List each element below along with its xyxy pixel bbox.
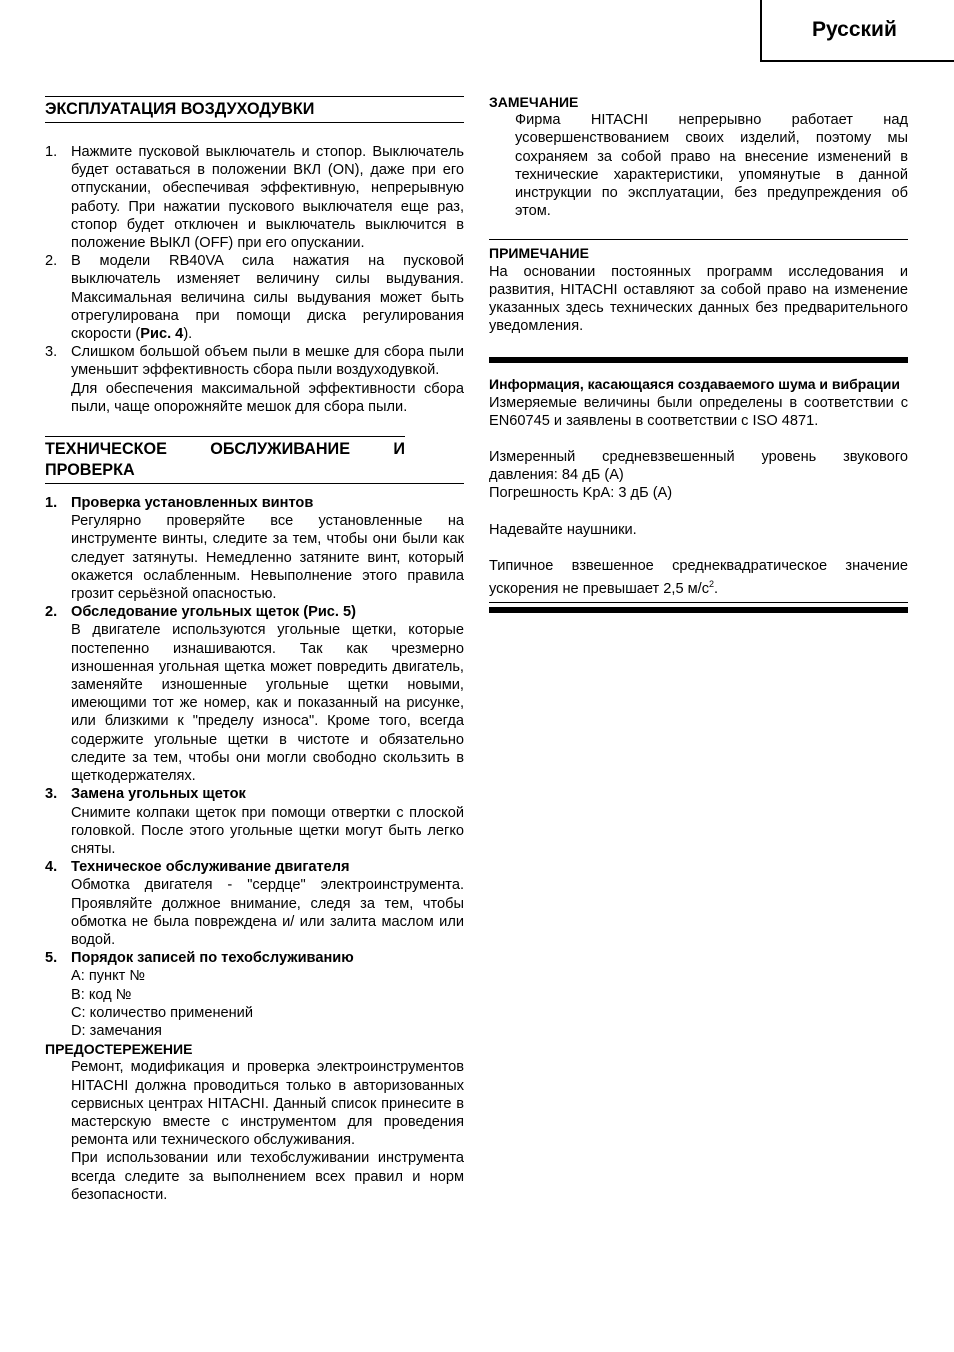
- thick-divider: [489, 607, 908, 613]
- list-item: 1. Нажмите пусковой выключатель и стопор. Выключатель будет оставаться в положении ВКЛ (ON), даже при его отпускании, обеспечивая эффективную, непрерывную работу. При нажатии пускового выключателя еще раз, стопор будет отключен и выключатель выключится в положение ВЫКЛ (OFF) при его опускании.: [45, 144, 464, 252]
- item-text: Снимите колпаки щеток при помощи отвертки с плоской головкой. После этого угольные щетки могут быть легко сняты.: [71, 804, 464, 857]
- list-item-text: Нажмите пусковой выключатель и стопор. Выключатель будет оставаться в положении ВКЛ (ON), даже при его отпускании, обеспечивая эффективную, непрерывную работу. При нажатии пускового выключателя еще раз, стопор будет отключен и выключатель выключится в положение ВЫКЛ (OFF) при его опускании.: [71, 144, 464, 252]
- list-item: 4. Техническое обслуживание двигателя Обмотка двигателя - "сердце" электроинструмента. Проявляйте должное внимание, следя за тем, чтобы обмотка не была повреждена и/ или залита маслом или водой.: [45, 859, 464, 948]
- item-title: Порядок записей по техобслуживанию: [71, 950, 354, 967]
- left-column: [45, 96, 464, 1204]
- vibration-text: Типичное взвешенное среднеквадратическое значение ускорения не превышает 2,5 $м/с^2$.: [489, 557, 908, 597]
- list-item-text: В модели RB40VA сила нажатия на пусковой выключатель изменяет величину силы выдувания. Максимальная величина силы выдувания может быть отрегулирована при помощи диска регулирования скорости (Рис. 4).: [71, 253, 464, 343]
- figure-ref: Рис. 4: [140, 326, 184, 343]
- list-item-text: Слишком большой объем пыли в мешке для сбора пыли уменьшит эффективность сбора пыли воздуходувкой.: [71, 344, 464, 379]
- item-title: Техническое обслуживание двигателя: [71, 859, 350, 876]
- item-title: Замена угольных щеток: [71, 786, 246, 803]
- list-item: 3. Замена угольных щеток Снимите колпаки щеток при помощи отвертки с плоской головкой. После этого угольные щетки могут быть легко сняты.: [45, 786, 464, 857]
- section-heading-operation: ЭКСПЛУАТАЦИЯ ВОЗДУХОДУВКИ: [45, 96, 464, 123]
- noise-text: Измеряемые величины были определены в соответствии с EN60745 и заявлены в соответствии с ISO 4871.: [489, 394, 908, 429]
- right-column: [489, 93, 908, 613]
- item-text: Регулярно проверяйте все установленные на инструменте винты, следите за тем, чтобы они были как следует затянуты. Немедленно затяните винт, который окажется ослабленным. Невыполнение этого правила грозит серьёзной опасностью.: [71, 513, 464, 603]
- list-item: 3. Слишком большой объем пыли в мешке для сбора пыли уменьшит эффективность сбора пыли воздуходувкой. Для обеспечения максимальной эффективности сбора пыли, чаще опорожняйте мешок для сбора пыли.: [45, 344, 464, 415]
- item-text: Обмотка двигателя - "сердце" электроинструмента. Проявляйте должное внимание, следя за тем, чтобы обмотка не была повреждена и/ или залита маслом или водой.: [71, 877, 464, 948]
- record-line: B: код №: [71, 986, 132, 1003]
- caution-title: ПРЕДОСТЕРЕЖЕНИЕ: [45, 1041, 193, 1058]
- note-title: ЗАМЕЧАНИЕ: [489, 94, 579, 110]
- item-title: Проверка установленных винтов: [71, 495, 314, 512]
- note-text: Фирма HITACHI непрерывно работает над усовершенствованием своих изделий, поэтому мы сохраняем за собой право на внесение изменений в технические характеристики, упомянутые в данной инструкции по эксплуатации, без предупреждения об этом.: [515, 112, 908, 220]
- language-tab: [760, 0, 954, 62]
- language-label: Русский: [812, 18, 897, 41]
- list-item-extra: Для обеспечения максимальной эффективности сбора пыли, чаще опорожняйте мешок для сбора пыли.: [71, 380, 464, 415]
- item-title: Обследование угольных щеток (Рис. 5): [71, 604, 356, 621]
- list-item: 2. В модели RB40VA сила нажатия на пусковой выключатель изменяет величину силы выдувания. Максимальная величина силы выдувания может быть отрегулирована при помощи диска регулирования скорости (Рис. 4).: [45, 253, 464, 343]
- record-line: C: количество применений: [71, 1004, 253, 1021]
- noise-text: Измеренный средневзвешенный уровень звукового давления: 84 дБ (A): [489, 449, 908, 484]
- notice-text: На основании постоянных программ исследования и развития, HITACHI оставляют за собой право на изменение указанных здесь технических данных без предварительного уведомления.: [489, 263, 908, 335]
- record-line: A: пункт №: [71, 968, 146, 985]
- notice-title: ПРИМЕЧАНИЕ: [489, 245, 589, 262]
- caution-text: При использовании или техобслуживании инструмента всегда следите за выполнением всех правил и норм безопасности.: [71, 1150, 464, 1203]
- list-item: 2. Обследование угольных щеток (Рис. 5) В двигателе используются угольные щетки, которые постепенно изнашиваются. Так как чрезмерно изношенная угольная щетка может повредить двигатель, заменяйте изношенные угольные щетки новыми, имеющими тот же номер, как и показанный на рисунке, или близкими к "пределу износа". Кроме того, всегда содержите угольные щетки в чистоте и обязательно следите за тем, чтобы они могли свободно скользить в щеткодержателях.: [45, 604, 464, 785]
- caution-text: Ремонт, модификация и проверка электроинструментов HITACHI должна проводиться только в авторизованных сервисных центрах HITACHI. Данный список принесите в мастерскую вместе с инструментом для проведения ремонта или технического обслуживания.: [71, 1059, 464, 1149]
- record-line: D: замечания: [71, 1022, 162, 1039]
- list-item: 1. Проверка установленных винтов Регулярно проверяйте все установленные на инструменте винты, следите за тем, чтобы они были как следует затянуты. Немедленно затяните винт, который окажется ослабленным. Невыполнение этого правила грозит серьёзной опасностью.: [45, 495, 464, 603]
- list-item: 5. Порядок записей по техобслуживанию A: пункт № B: код № C: количество применений D: замечания: [45, 949, 464, 1040]
- noise-text: Надевайте наушники.: [489, 521, 637, 538]
- section-heading-maintenance: ТЕХНИЧЕСКОЕ ОБСЛУЖИВАНИЕ И ПРОВЕРКА: [45, 436, 405, 481]
- item-text: В двигателе используются угольные щетки, которые постепенно изнашиваются. Так как чрезмерно изношенная угольная щетка может повредить двигатель, заменяйте изношенные угольные щетки новыми, имеющими тот же номер, как и показанный на рисунке, или близкими к "пределу износа". Кроме того, всегда содержите угольные щетки в чистоте и обязательно следите за тем, чтобы они могли свободно скользить в щеткодержателях.: [71, 622, 464, 785]
- noise-title: Информация, касающаяся создаваемого шума и вибрации: [489, 376, 900, 393]
- noise-text: Погрешность KpA: 3 дБ (A): [489, 485, 673, 502]
